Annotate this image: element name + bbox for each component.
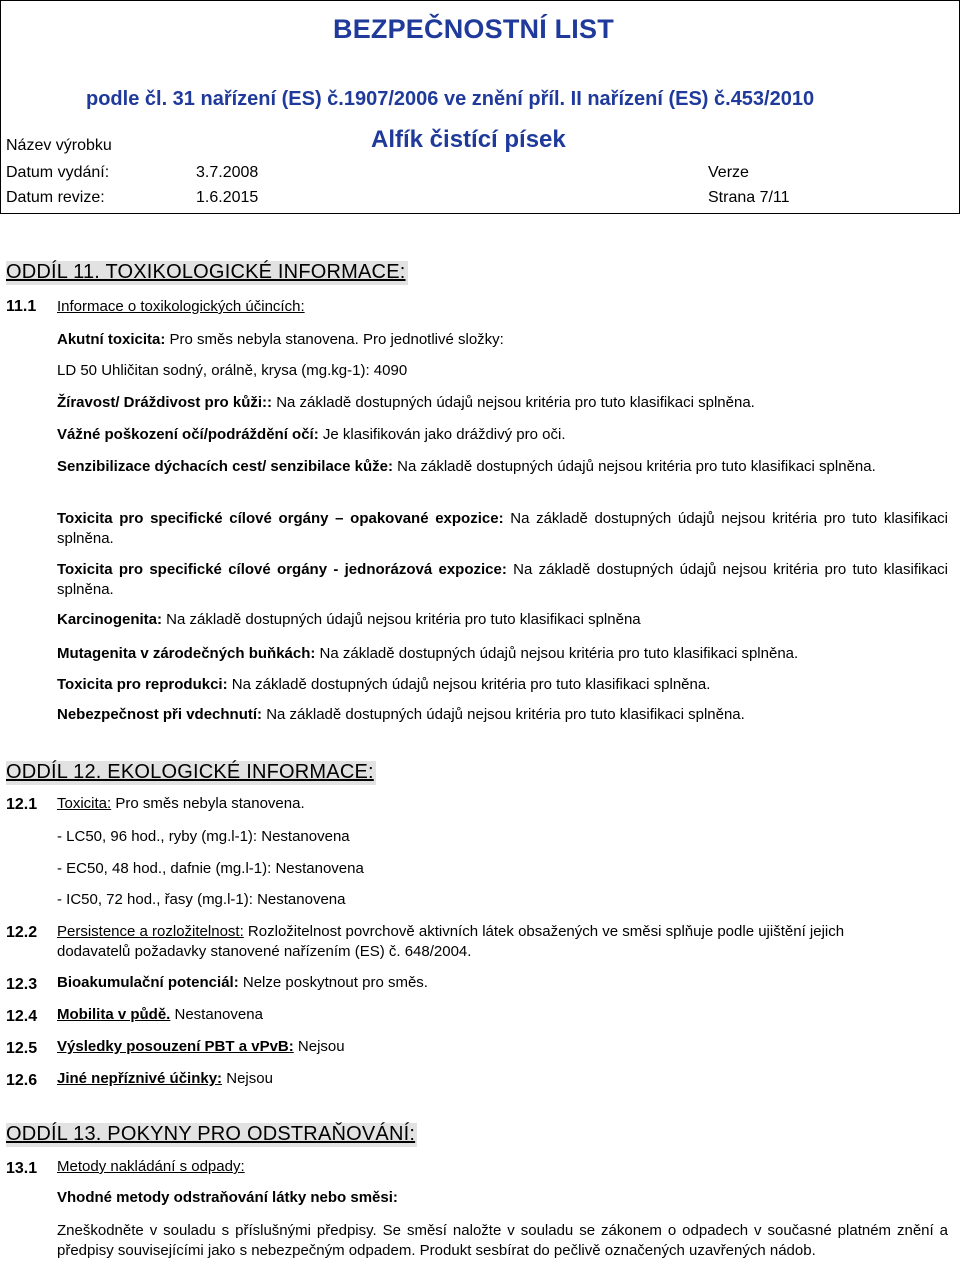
issue-date-label: Datum vydání:: [6, 164, 110, 181]
carcinogenicity-text: Na základě dostupných údajů nejsou kritéria pro tuto klasifikaci splněna: [162, 611, 641, 628]
section-number: 12.3: [6, 976, 38, 993]
ecotoxicity-text: Pro směs nebyla stanovena.: [111, 795, 305, 812]
mutagenicity: [57, 645, 798, 662]
acute-toxicity-label: Akutní toxicita:: [57, 331, 166, 348]
stot-single-text: Na základě dostupných údajů nejsou kritéria pro tuto klasifikaci splněna.: [57, 561, 948, 598]
ic50-value: - IC50, 72 hod., řasy (mg.l-1): Nestanovena: [57, 891, 346, 908]
disposal-methods-label: Vhodné metody odstraňování látky nebo směsi:: [57, 1189, 398, 1206]
aspiration-hazard: [57, 706, 745, 723]
soil-mobility-text: Nestanovena: [170, 1006, 263, 1023]
other-adverse-effects: [57, 1070, 273, 1087]
ecotoxicity: [57, 795, 305, 812]
aspiration-hazard-label: Nebezpečnost při vdechnutí:: [57, 706, 263, 723]
eye-damage: [57, 426, 566, 443]
section-number: 12.4: [6, 1008, 38, 1025]
ecotoxicity-label: Toxicita:: [57, 795, 112, 812]
eye-damage-text: Je klasifikován jako dráždivý pro oči.: [318, 426, 566, 443]
acute-toxicity: [57, 331, 504, 348]
reproductive-toxicity-text: Na základě dostupných údajů nejsou kritéria pro tuto klasifikaci splněna.: [227, 676, 711, 693]
issue-date: 3.7.2008: [196, 164, 259, 181]
version-label: Verze: [708, 164, 749, 181]
section-13-heading: ODDÍL 13. POKYNY PRO ODSTRAŇOVÁNÍ:: [6, 1123, 416, 1145]
soil-mobility: [57, 1006, 263, 1023]
aspiration-hazard-text: Na základě dostupných údajů nejsou kritéria pro tuto klasifikaci splněna.: [262, 706, 745, 723]
pbt-assessment-label: Výsledky posouzení PBT a vPvB:: [57, 1038, 294, 1055]
product-label: Název výrobku: [6, 137, 112, 154]
waste-methods-heading: Metody nakládání s odpady:: [57, 1158, 245, 1175]
section-number: 13.1: [6, 1160, 38, 1177]
stot-repeated-label: Toxicita pro specifické cílové orgány – opakované expozice:: [57, 510, 504, 527]
bioaccumulation: [57, 974, 428, 991]
persistence: [57, 922, 897, 962]
pbt-assessment: [57, 1038, 345, 1055]
page-number: Strana 7/11: [708, 189, 790, 206]
stot-repeated: [57, 509, 948, 549]
subsection-heading: Informace o toxikologických účincích:: [57, 298, 305, 315]
soil-mobility-label: Mobilita v půdě.: [57, 1006, 171, 1023]
stot-single-label: Toxicita pro specifické cílové orgány - jednorázová expozice:: [57, 561, 507, 578]
mutagenicity-label: Mutagenita v zárodečných buňkách:: [57, 645, 316, 662]
ec50-value: - EC50, 48 hod., dafnie (mg.l-1): Nestanovena: [57, 860, 364, 877]
section-number: 12.5: [6, 1040, 38, 1057]
revision-date-label: Datum revize:: [6, 189, 105, 206]
sensitisation-text: Na základě dostupných údajů nejsou kritéria pro tuto klasifikaci splněna.: [392, 458, 876, 475]
bioaccumulation-label: Bioakumulační potenciál:: [57, 974, 239, 991]
disposal-text: Zneškodněte v souladu s příslušnými předpisy. Se směsí naložte v souladu se zákonem o odpadech v současné platném znění a předpisy souvisejícími jako s nebezpečným odpadem. Produkt sesbírat do pečlivě označených uzavřených nádob.: [57, 1222, 948, 1259]
carcinogenicity: [57, 611, 641, 628]
acute-toxicity-text: Pro směs nebyla stanovena. Pro jednotlivé složky:: [165, 331, 504, 348]
regulation-subtitle: podle čl. 31 nařízení (ES) č.1907/2006 ve znění příl. II nařízení (ES) č.453/2010: [86, 88, 815, 110]
other-adverse-effects-label: Jiné nepříznivé účinky:: [57, 1070, 223, 1087]
product-name: Alfík čistící písek: [371, 126, 566, 153]
skin-corrosion-label: Žíravost/ Dráždivost pro kůži::: [57, 394, 273, 411]
other-adverse-effects-text: Nejsou: [222, 1070, 273, 1087]
skin-corrosion-text: Na základě dostupných údajů nejsou kritéria pro tuto klasifikaci splněna.: [272, 394, 755, 411]
eye-damage-label: Vážné poškození očí/podráždění očí:: [57, 426, 319, 443]
stot-repeated-text: Na základě dostupných údajů nejsou kritéria pro tuto klasifikaci splněna.: [57, 510, 949, 547]
section-number: 11.1: [6, 298, 37, 315]
ld50-value: LD 50 Uhličitan sodný, orálně, krysa (mg.kg-1): 4090: [57, 362, 408, 379]
document-title: BEZPEČNOSTNÍ LIST: [333, 14, 614, 44]
sensitisation-label: Senzibilizace dýchacích cest/ senzibilace kůže:: [57, 458, 393, 475]
bioaccumulation-text: Nelze poskytnout pro směs.: [238, 974, 428, 991]
persistence-label: Persistence a rozložitelnost:: [57, 923, 244, 940]
pbt-assessment-text: Nejsou: [293, 1038, 345, 1055]
revision-date: 1.6.2015: [196, 189, 259, 206]
reproductive-toxicity: [57, 676, 710, 693]
section-number: 12.1: [6, 796, 38, 813]
carcinogenicity-label: Karcinogenita:: [57, 611, 163, 628]
section-number: 12.6: [6, 1072, 38, 1089]
section-12-heading: ODDÍL 12. EKOLOGICKÉ INFORMACE:: [6, 761, 374, 783]
stot-single: [57, 560, 948, 600]
section-11-heading: ODDÍL 11. TOXIKOLOGICKÉ INFORMACE:: [6, 261, 406, 283]
mutagenicity-text: Na základě dostupných údajů nejsou kritéria pro tuto klasifikaci splněna.: [315, 645, 799, 662]
section-number: 12.2: [6, 924, 38, 941]
lc50-value: - LC50, 96 hod., ryby (mg.l-1): Nestanovena: [57, 828, 350, 845]
skin-corrosion: [57, 394, 755, 411]
persistence-text: Rozložitelnost povrchově aktivních látek obsažených ve směsi splňuje podle ujištění jejich dodavatelů požadavky stanovené nařízením (ES) č. 648/2004.: [57, 923, 845, 960]
sensitisation: [57, 457, 948, 477]
reproductive-toxicity-label: Toxicita pro reprodukci:: [57, 676, 228, 693]
